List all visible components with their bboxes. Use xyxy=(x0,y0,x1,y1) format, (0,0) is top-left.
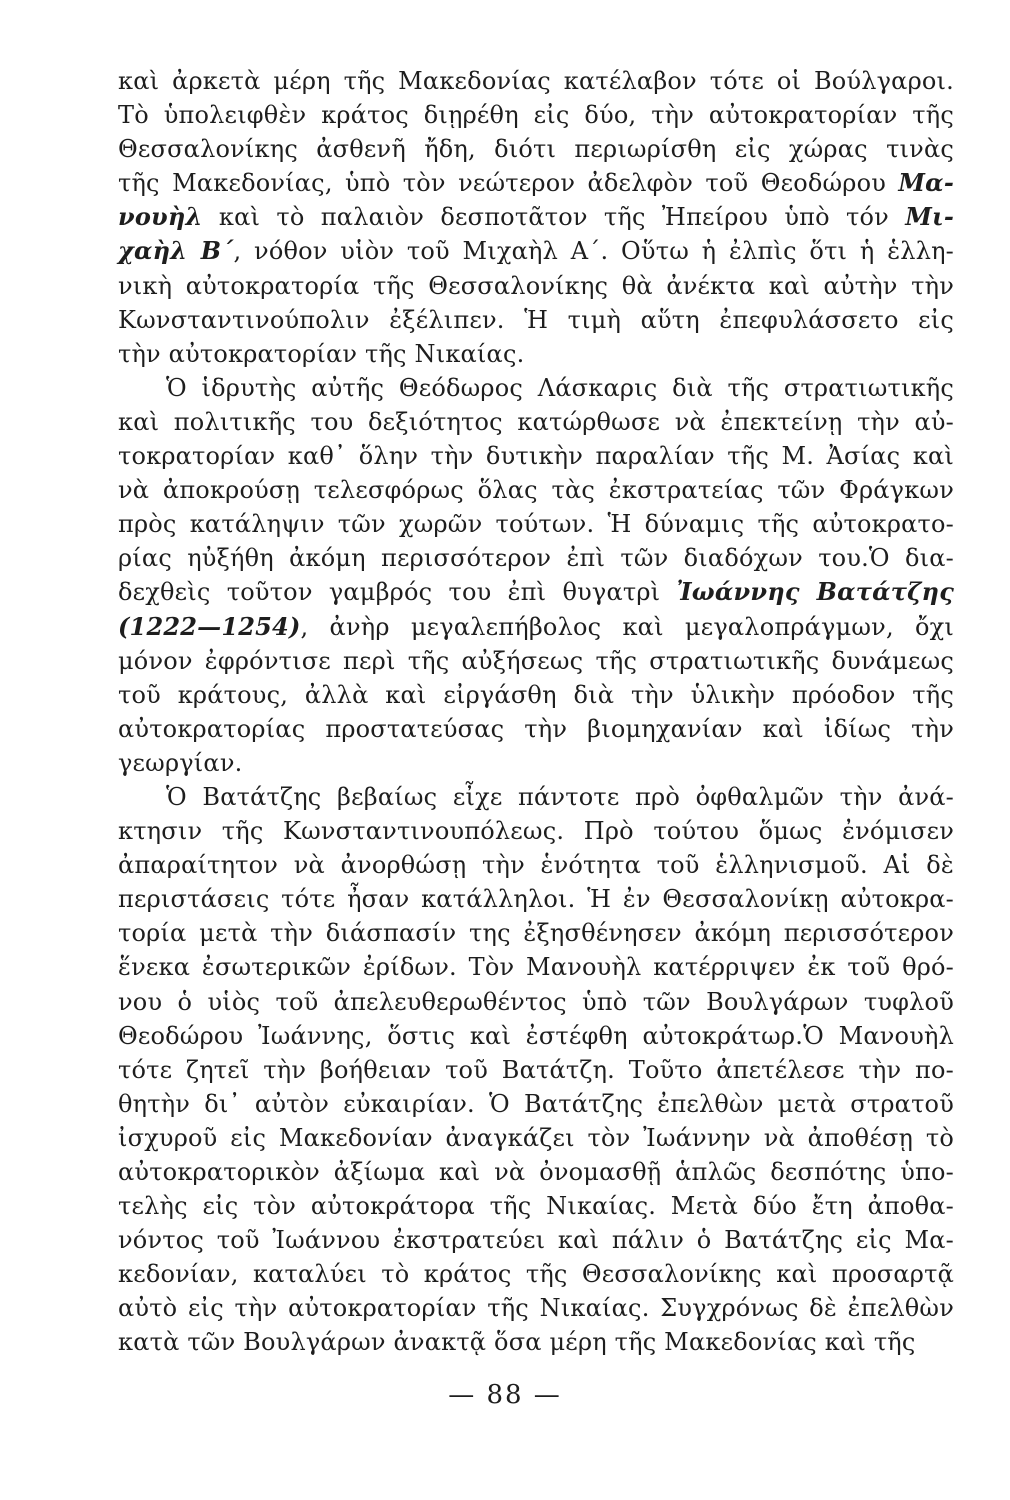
paragraph xyxy=(118,371,954,780)
text-line xyxy=(118,1087,954,1121)
text-run: Ὁ ἱδρυτὴς αὐτῆς Θεόδωρος Λάσκαρις διὰ τῆς στρατιωτικῆς xyxy=(166,373,954,402)
paragraph xyxy=(118,64,954,371)
text-run: αὐτὸ εἰς τὴν αὐτοκρατορίαν τῆς Νικαίας. Συγχρόνως δὲ ἐπελθὼν xyxy=(118,1294,954,1323)
text-line xyxy=(118,916,954,950)
text-line xyxy=(118,1121,954,1155)
text-run: νόντος τοῦ Ἰωάννου ἐκστρατεύει καὶ πάλιν ὁ Βατάτζης εἰς Μα- xyxy=(118,1226,954,1255)
text-run: ἀπαραίτητον νὰ ἀνορθώσῃ τὴν ἑνότητα τοῦ ἑλληνισμοῦ. Αἱ δὲ xyxy=(118,851,954,880)
text-run: δεχθεὶς τοῦτον γαμβρός του ἐπὶ θυγατρὶ xyxy=(118,578,677,607)
text-line xyxy=(118,1291,954,1325)
text-line xyxy=(118,644,954,678)
text-run: περιστάσεις τότε ἦσαν κατάλληλοι. Ἡ ἐν Θεσσαλονίκῃ αὐτοκρα- xyxy=(118,885,954,914)
text-run: πρὸς κατάληψιν τῶν χωρῶν τούτων. Ἡ δύναμις τῆς αὐτοκρατο- xyxy=(118,510,954,539)
text-run: Κωνσταντινούπολιν ἐξέλιπεν. Ἡ τιμὴ αὕτη ἐπεφυλάσσετο εἰς xyxy=(118,305,954,334)
text-line xyxy=(118,132,954,166)
text-run: αὐτοκρατορίας προστατεύσας τὴν βιομηχανίαν καὶ ἰδίως τὴν xyxy=(118,714,954,743)
bold-italic-term: Μα- xyxy=(898,168,954,198)
text-line xyxy=(118,337,954,371)
text-line xyxy=(118,1325,954,1359)
text-run: νὰ ἀποκρούσῃ τελεσφόρως ὅλας τὰς ἐκστρατείας τῶν Φράγκων xyxy=(118,476,954,505)
text-run: τοκρατορίαν καθ᾿ ὅλην τὴν δυτικὴν παραλίαν τῆς Μ. Ἀσίας καὶ xyxy=(118,442,954,471)
bold-italic-term: νουὴλ xyxy=(118,202,203,232)
text-run: Ὁ Βατάτζης βεβαίως εἶχε πάντοτε πρὸ ὀφθαλμῶν τὴν ἀνά- xyxy=(166,782,954,811)
bold-italic-term: Ἰωάννης Βατάτζης xyxy=(676,577,955,607)
text-line xyxy=(118,882,954,916)
text-line xyxy=(118,1257,954,1291)
text-line xyxy=(118,303,954,337)
text-run: Θεοδώρου Ἰωάννης, ὅστις καὶ ἐστέφθη αὐτοκράτωρ.Ὁ Μανουὴλ xyxy=(118,1021,954,1050)
text-line xyxy=(118,234,954,268)
bold-italic-term: Μι- xyxy=(905,202,954,232)
text-run: καὶ τὸ παλαιὸν δεσποτᾶτον τῆς Ἠπείρου ὑπὸ τόν xyxy=(202,203,906,232)
text-line xyxy=(118,200,954,234)
text-line xyxy=(118,814,954,848)
page-number: — 88 — xyxy=(448,1380,562,1410)
text-body xyxy=(118,64,954,1360)
text-line xyxy=(118,950,954,984)
text-line xyxy=(118,269,954,303)
bold-italic-term: (1222—1254) xyxy=(118,611,301,641)
text-line xyxy=(118,541,954,575)
text-run: τότε ζητεῖ τὴν βοήθειαν τοῦ Βατάτζη. Τοῦτο ἀπετέλεσε τὴν πο- xyxy=(118,1055,954,1084)
text-line xyxy=(118,1019,954,1053)
text-line xyxy=(118,1155,954,1189)
text-run: ἰσχυροῦ εἰς Μακεδονίαν ἀναγκάζει τὸν Ἰωάννην νὰ ἀποθέσῃ τὸ xyxy=(118,1123,954,1152)
text-line xyxy=(118,439,954,473)
text-run: θητὴν δι᾿ αὐτὸν εὐκαιρίαν. Ὁ Βατάτζης ἐπελθὼν μετὰ στρατοῦ xyxy=(118,1089,954,1118)
text-line xyxy=(118,712,954,746)
text-line xyxy=(118,746,954,780)
text-line xyxy=(118,98,954,132)
text-line xyxy=(118,507,954,541)
text-run: καὶ πολιτικῆς του δεξιότητος κατώρθωσε νὰ ἐπεκτείνῃ τὴν αὐ- xyxy=(118,407,954,436)
text-line xyxy=(118,780,954,814)
text-run: γεωργίαν. xyxy=(118,748,243,777)
text-line xyxy=(118,405,954,439)
text-run: τὴν αὐτοκρατορίαν τῆς Νικαίας. xyxy=(118,339,525,368)
text-run: ρίας ηὐξήθη ἀκόμη περισσότερον ἐπὶ τῶν διαδόχων του.Ὁ δια- xyxy=(118,544,954,573)
text-run: Τὸ ὑπολειφθὲν κράτος διῃρέθη εἰς δύο, τὴν αὐτοκρατορίαν τῆς xyxy=(118,101,954,130)
text-run: τορία μετὰ τὴν διάσπασίν της ἐξησθένησεν ἀκόμη περισσότερον xyxy=(118,919,954,948)
text-run: κατὰ τῶν Βουλγάρων ἀνακτᾷ ὅσα μέρη τῆς Μακεδονίας καὶ τῆς xyxy=(118,1328,916,1357)
text-run: τῆς Μακεδονίας, ὑπὸ τὸν νεώτερον ἀδελφὸν τοῦ Θεοδώρου xyxy=(118,169,899,198)
text-line xyxy=(118,848,954,882)
text-line xyxy=(118,1223,954,1257)
text-line xyxy=(118,678,954,712)
text-line xyxy=(118,575,954,609)
text-run: Θεσσαλονίκης ἀσθενῆ ἤδη, διότι περιωρίσθη εἰς χώρας τινὰς xyxy=(118,135,954,164)
text-run: κτησιν τῆς Κωνσταντινουπόλεως. Πρὸ τούτου ὅμως ἐνόμισεν xyxy=(118,817,954,846)
text-run: καὶ ἀρκετὰ μέρη τῆς Μακεδονίας κατέλαβον τότε οἱ Βούλγαροι. xyxy=(118,67,954,95)
text-line xyxy=(118,985,954,1019)
bold-italic-term: χαὴλ Β΄ xyxy=(118,236,234,266)
text-run: νου ὁ υἱὸς τοῦ ἀπελευθερωθέντος ὑπὸ τῶν Βουλγάρων τυφλοῦ xyxy=(118,987,954,1016)
text-line xyxy=(118,166,954,200)
text-line xyxy=(118,371,954,405)
paragraph xyxy=(118,780,954,1360)
text-line xyxy=(118,64,954,98)
text-run: , νόθον υἱὸν τοῦ Μιχαὴλ Α΄. Οὕτω ἡ ἐλπὶς ὅτι ἡ ἑλλη- xyxy=(233,237,954,266)
text-run: αὐτοκρατορικὸν ἀξίωμα καὶ νὰ ὀνομασθῇ ἁπλῶς δεσπότης ὑπο- xyxy=(118,1158,954,1186)
text-run: μόνον ἐφρόντισε περὶ τῆς αὐξήσεως τῆς στρατιωτικῆς δυνάμεως xyxy=(118,646,954,675)
text-run: τελὴς εἰς τὸν αὐτοκράτορα τῆς Νικαίας. Μετὰ δύο ἔτη ἀποθα- xyxy=(118,1192,954,1221)
text-run: κεδονίαν, καταλύει τὸ κράτος τῆς Θεσσαλονίκης καὶ προσαρτᾷ xyxy=(118,1260,954,1289)
text-run: , ἀνὴρ μεγαλεπήβολος καὶ μεγαλοπράγμων, ὄχι xyxy=(300,612,954,641)
page-body xyxy=(118,64,954,1360)
text-line xyxy=(118,1189,954,1223)
text-line xyxy=(118,610,954,644)
text-run: τοῦ κράτους, ἀλλὰ καὶ εἰργάσθη διὰ τὴν ὑλικὴν πρόοδον τῆς xyxy=(118,680,954,709)
text-line xyxy=(118,473,954,507)
text-run: νικὴ αὐτοκρατορία τῆς Θεσσαλονίκης θὰ ἀνέκτα καὶ αὐτὴν τὴν xyxy=(118,271,954,300)
text-run: ἕνεκα ἐσωτερικῶν ἐρίδων. Τὸν Μανουὴλ κατέρριψεν ἐκ τοῦ θρό- xyxy=(118,953,954,982)
text-line xyxy=(118,1053,954,1087)
